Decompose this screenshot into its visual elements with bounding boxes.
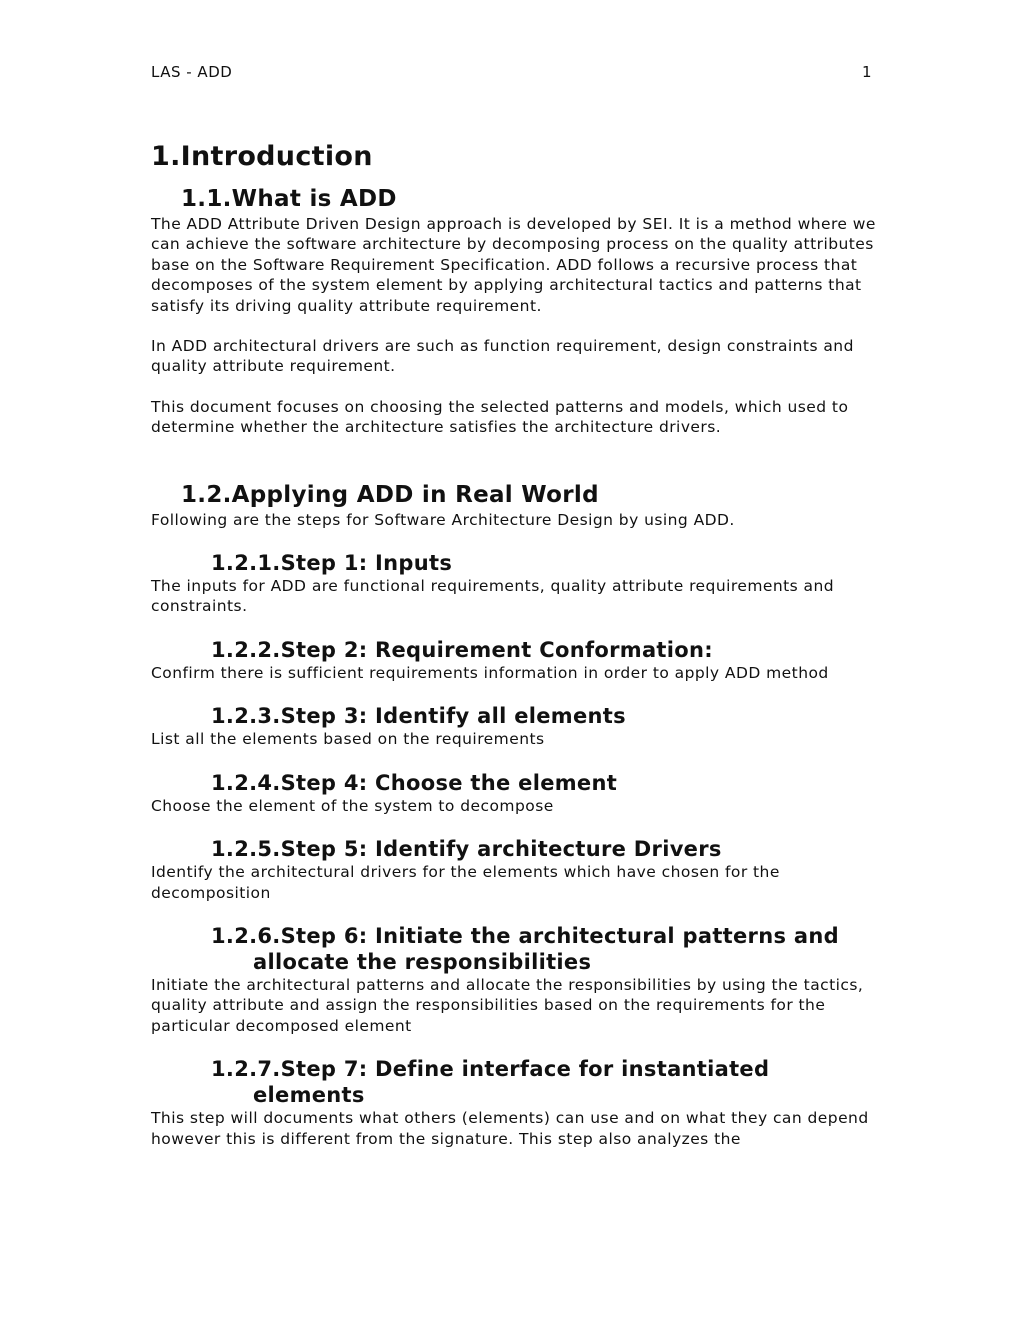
heading-step-7: 1.2.7.Step 7: Define interface for instantiated elements bbox=[211, 1057, 770, 1108]
heading-step-3: 1.2.3.Step 3: Identify all elements bbox=[211, 704, 626, 729]
heading-step-5: 1.2.5.Step 5: Identify architecture Drivers bbox=[211, 837, 722, 862]
paragraph-step-5: Identify the architectural drivers for the elements which have chosen for the decomposition bbox=[151, 863, 780, 902]
heading-applying-add: 1.2.Applying ADD in Real World bbox=[181, 481, 599, 508]
paragraph-step-2: Confirm there is sufficient requirements information in order to apply ADD method bbox=[151, 663, 829, 682]
heading-step-2: 1.2.2.Step 2: Requirement Conformation: bbox=[211, 637, 713, 662]
paragraph-step-3: List all the elements based on the requirements bbox=[151, 730, 545, 749]
heading-what-is-add: 1.1.What is ADD bbox=[181, 186, 397, 212]
paragraph-step-4: Choose the element of the system to decompose bbox=[151, 796, 554, 815]
paragraph-step-1: The inputs for ADD are functional requirements, quality attribute requirements and constraints. bbox=[151, 577, 835, 616]
heading-step-1: 1.2.1.Step 1: Inputs bbox=[211, 551, 453, 576]
heading-step-4: 1.2.4.Step 4: Choose the element bbox=[211, 770, 618, 795]
heading-introduction: 1.Introduction bbox=[151, 141, 373, 172]
paragraph-document-focus: This document focuses on choosing the selected patterns and models, which used to determine whether the architecture satisfies the architecture drivers. bbox=[151, 397, 849, 437]
page-number: 1 bbox=[862, 63, 872, 81]
document-body bbox=[151, 140, 881, 1149]
heading-step-6: 1.2.6.Step 6: Initiate the architectural patterns and allocate the responsibilities bbox=[211, 923, 839, 974]
paragraph-steps-intro: Following are the steps for Software Architecture Design by using ADD. bbox=[151, 510, 735, 529]
paragraph-add-overview: The ADD Attribute Driven Design approach is developed by SEI. It is a method where we can achieve the software architecture by decomposing process on the quality attributes base on the Software Requirement Specification. ADD follows a recursive process that decomposes of the system element by applying architectural tactics and patterns that satisfy its driving quality attribute requirement. bbox=[151, 215, 876, 315]
running-header: LAS - ADD bbox=[151, 63, 233, 81]
paragraph-step-6: Initiate the architectural patterns and allocate the responsibilities by using the tactics, quality attribute and assign the responsibilities based on the requirements for the particular decomposed element bbox=[151, 975, 864, 1035]
paragraph-architectural-drivers: In ADD architectural drivers are such as function requirement, design constraints and quality attribute requirement. bbox=[151, 337, 854, 376]
paragraph-step-7: This step will documents what others (elements) can use and on what they can depend however this is different from the signature. This step also analyzes the bbox=[151, 1109, 869, 1148]
